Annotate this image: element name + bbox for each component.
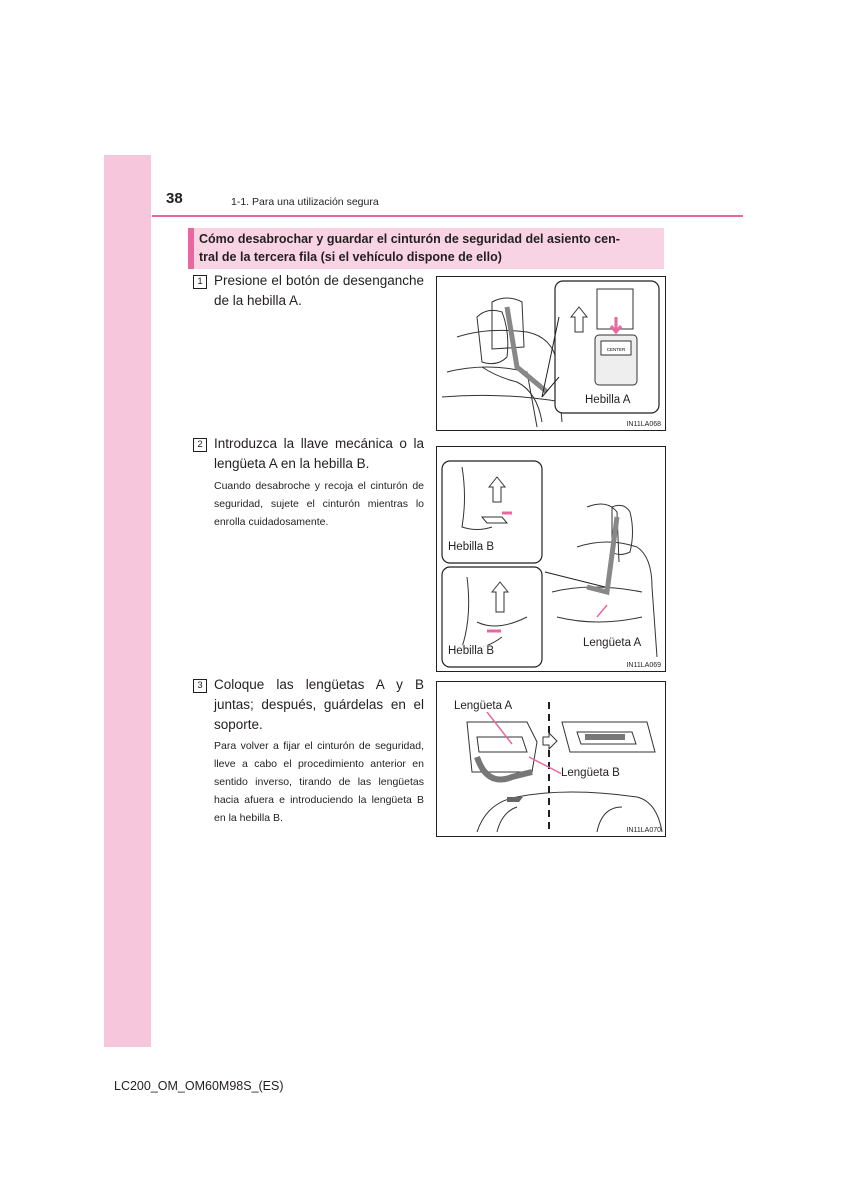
step-1-text: Presione el botón de desenganche de la hebilla A. [214, 273, 424, 308]
section-heading [188, 228, 664, 269]
section-title: 1-1. Para una utilización segura [231, 196, 379, 208]
step-1-number: 1 [193, 275, 207, 289]
label-lengueta-a: Lengüeta A [583, 637, 642, 649]
step-2-note: Cuando desabroche y recoja el cinturón de seguridad, sujete el cinturón mientras lo enrolla cuidadosamente. [214, 480, 424, 528]
label-hebilla-b-top: Hebilla B [448, 541, 495, 553]
label-hebilla-a: Hebilla A [585, 394, 631, 406]
label-lengueta-b: Lengüeta B [561, 767, 620, 779]
figure-code-2: IN11LA069 [626, 662, 661, 669]
figure-code-1: IN11LA068 [626, 421, 661, 428]
heading-line-1: Cómo desabrochar y guardar el cinturón de seguridad del asiento cen- [199, 232, 620, 246]
figure-insert-tongue [436, 446, 666, 672]
side-tab [104, 155, 151, 1047]
step-3-number: 3 [193, 679, 207, 693]
figure-release-buckle-a [436, 276, 666, 431]
seat-illustration-1 [437, 277, 665, 430]
document-code: LC200_OM_OM60M98S_(ES) [114, 1079, 284, 1093]
figure-store-tongues [436, 681, 666, 837]
figure-code-3: IN11LA070 [626, 827, 661, 834]
page-number: 38 [166, 190, 183, 207]
step-3-note: Para volver a fijar el cinturón de seguridad, lleve a cabo el procedimiento anterior en sentido inverso, tirando de las lengüetas hacia afuera e introduciendo la lengüeta B en la hebilla B. [214, 740, 424, 824]
step-2-text: Introduzca la llave mecánica o la lengüeta A en la hebilla B. [214, 436, 424, 471]
heading-line-2: tral de la tercera fila (si el vehículo dispone de ello) [199, 250, 502, 264]
heading-accent-bar [188, 228, 194, 269]
label-lengueta-a-store: Lengüeta A [454, 700, 513, 712]
header-rule [152, 215, 743, 217]
label-hebilla-b-bottom: Hebilla B [448, 645, 495, 657]
buckle-center-text: CENTER [606, 347, 626, 352]
step-2-number: 2 [193, 438, 207, 452]
step-3-text: Coloque las lengüetas A y B juntas; después, guárdelas en el soporte. [214, 677, 424, 732]
